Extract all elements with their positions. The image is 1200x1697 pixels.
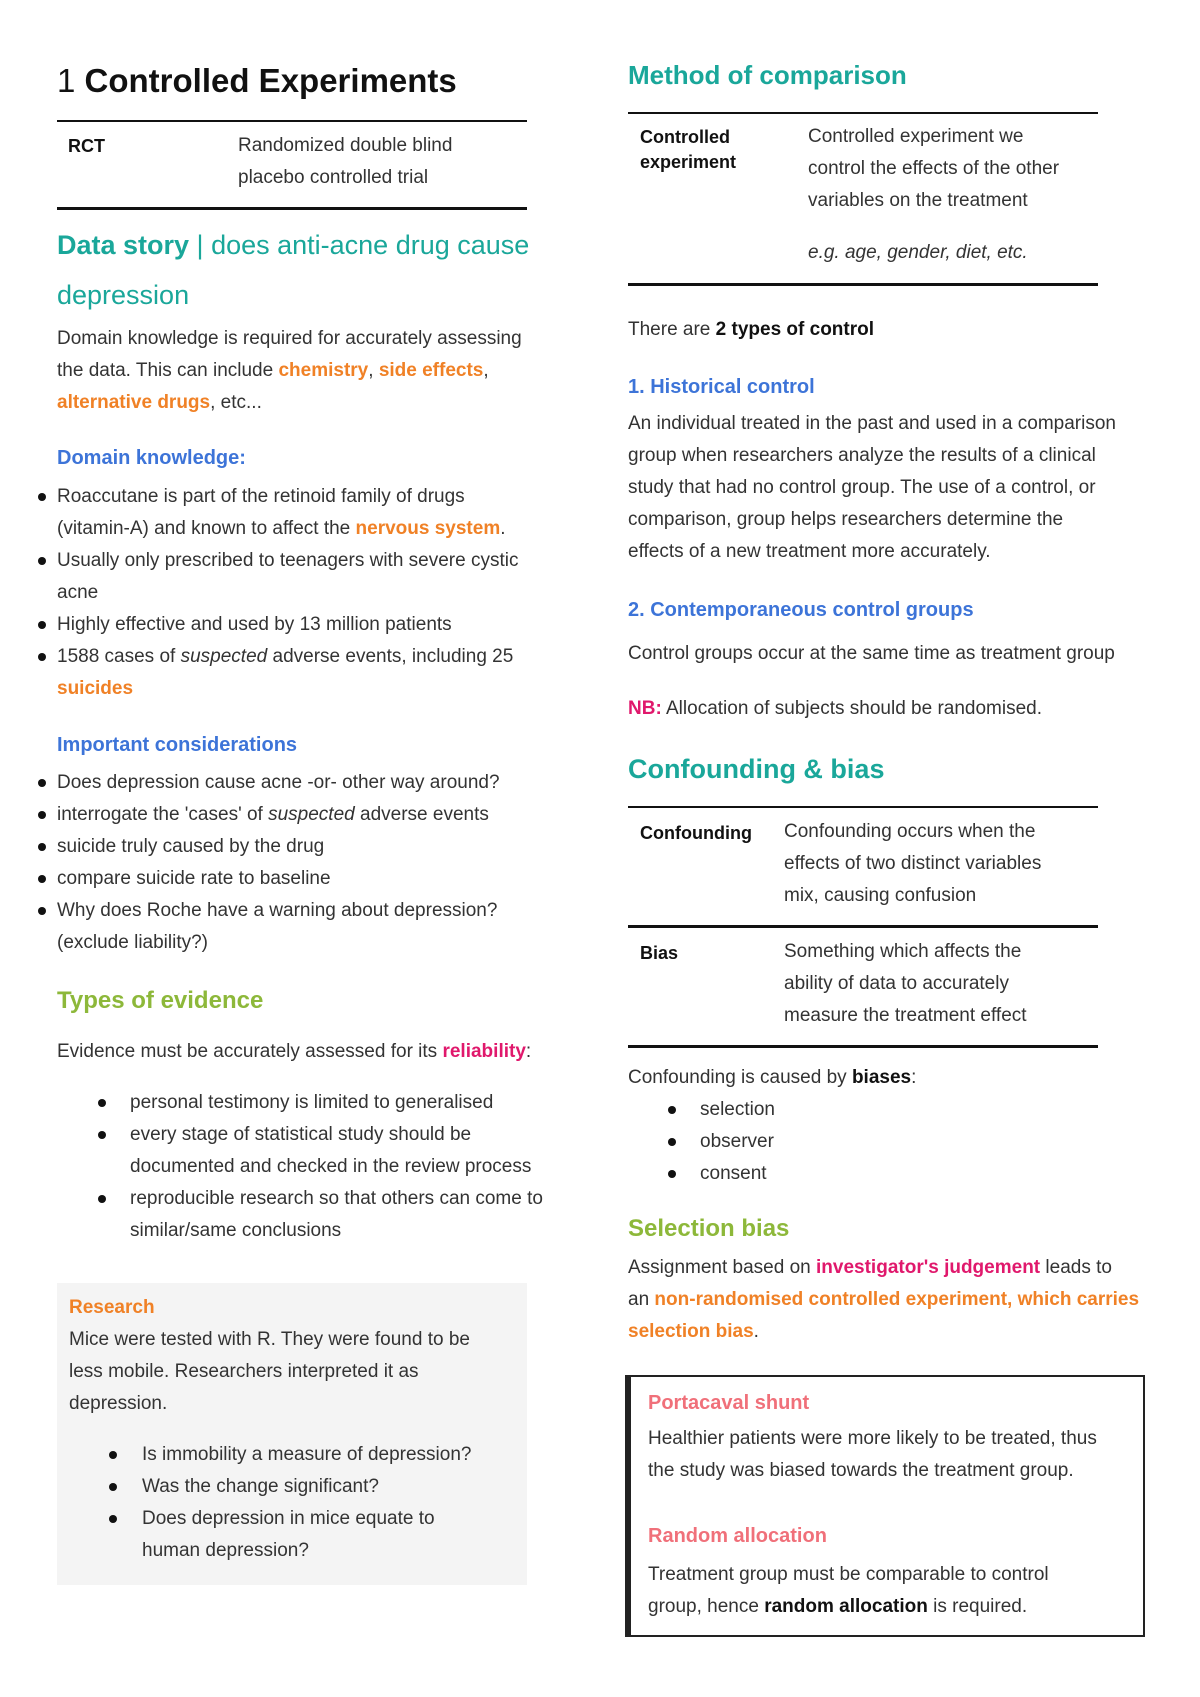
- confounding-label: Confounding: [640, 823, 752, 843]
- list-item: [57, 609, 577, 641]
- controls-intro-text: There are: [628, 319, 716, 340]
- imp-item-2-suspected: suspected: [268, 804, 355, 825]
- method-text-1: Controlled experiment we: [808, 126, 1024, 147]
- hc-line-3: study that had no control group. The use of a control, or: [628, 477, 1096, 498]
- bullet-icon: [38, 493, 46, 501]
- imp-item-5-line-1: Why does Roche have a warning about depression?: [57, 900, 498, 921]
- list-item: [700, 1094, 1000, 1126]
- method-text: [808, 121, 1059, 217]
- confounding-heading: Confounding & bias: [628, 754, 885, 784]
- conf-line-3: mix, causing confusion: [784, 885, 977, 906]
- list-item: [57, 673, 577, 705]
- sb-line-1: [628, 1252, 1139, 1284]
- list-item: [700, 1126, 1000, 1158]
- list-item: [57, 863, 577, 895]
- caused-text: Confounding is caused by: [628, 1067, 852, 1088]
- list-item: [130, 1087, 590, 1119]
- research-q3-line-2: human depression?: [142, 1540, 309, 1561]
- caused-end: :: [911, 1067, 917, 1088]
- sb-line-2-a: an: [628, 1289, 655, 1310]
- conf-line-2: effects of two distinct variables: [784, 853, 1042, 874]
- confounding-table-top-rule: [628, 806, 1098, 808]
- data-story-sep: |: [189, 230, 212, 260]
- data-story-rest-1: does anti-acne drug cause: [211, 230, 530, 260]
- controls-intro: [628, 314, 874, 346]
- bullet-icon: [38, 653, 46, 661]
- historical-control-text: [628, 408, 1116, 568]
- evidence-intro: [57, 1036, 531, 1068]
- sb-line-1-b: leads to: [1040, 1257, 1112, 1278]
- intro-comma-1: ,: [368, 360, 379, 381]
- nervous-system-highlight: nervous system: [355, 518, 501, 539]
- bullet-icon: [38, 557, 46, 565]
- ev-item-1: personal testimony is limited to generalised: [130, 1092, 494, 1113]
- intro-line-2: [57, 355, 522, 387]
- ra-line-2-b: is required.: [927, 1596, 1028, 1617]
- rct-label: RCT: [68, 136, 105, 156]
- bullet-icon: [109, 1451, 117, 1459]
- chemistry-highlight: chemistry: [278, 360, 369, 381]
- list-item: [142, 1535, 522, 1567]
- contemporaneous-heading: 2. Contemporaneous control groups: [628, 599, 974, 621]
- list-item: [57, 895, 577, 927]
- bullet-icon: [109, 1515, 117, 1523]
- nb-text: Allocation of subjects should be randomised.: [661, 698, 1043, 719]
- portacaval-callout: [625, 1375, 1145, 1637]
- bullet-icon: [98, 1099, 106, 1107]
- intro-comma-2: ,: [483, 360, 489, 381]
- list-item: [57, 767, 577, 799]
- dk-item-1-end: .: [500, 518, 506, 539]
- dk-item-2-line-1: Usually only prescribed to teenagers with severe cystic: [57, 550, 519, 571]
- bullet-icon: [38, 811, 46, 819]
- random-allocation-text: [648, 1559, 1049, 1623]
- evidence-intro-text: Evidence must be accurately assessed for its: [57, 1041, 443, 1062]
- research-callout: [57, 1283, 527, 1585]
- bias-item-2: observer: [700, 1131, 774, 1152]
- imp-item-3: suicide truly caused by the drug: [57, 836, 325, 857]
- dk-item-2-line-2: acne: [57, 582, 99, 603]
- bias-line-2: ability of data to accurately: [784, 973, 1009, 994]
- selection-bias-highlight: selection bias: [628, 1321, 754, 1342]
- imp-item-1: Does depression cause acne -or- other way around?: [57, 772, 500, 793]
- dk-item-3: Highly effective and used by 13 million patients: [57, 614, 452, 635]
- list-item: [700, 1158, 1000, 1190]
- imp-item-4: compare suicide rate to baseline: [57, 868, 331, 889]
- pc-line-1: Healthier patients were more likely to be treated, thus: [648, 1428, 1097, 1449]
- imp-item-5-line-2: (exclude liability?): [57, 932, 209, 953]
- dk-item-1-line-1: Roaccutane is part of the retinoid family of drugs: [57, 486, 465, 507]
- ra-line-2: [648, 1591, 1049, 1623]
- random-allocation-heading: Random allocation: [648, 1525, 827, 1547]
- list-item: [57, 927, 577, 959]
- intro-line-3: [57, 387, 522, 419]
- investigator-judgement-highlight: investigator's judgement: [816, 1257, 1041, 1278]
- rct-table-top-rule: [57, 120, 527, 122]
- method-table-top-rule: [628, 112, 1098, 114]
- nb-note: [628, 693, 1042, 725]
- ev-item-2-line-2: documented and checked in the review process: [130, 1156, 532, 1177]
- list-item: [130, 1215, 590, 1247]
- confounding-definition: [784, 816, 1041, 912]
- list-item: [57, 545, 577, 577]
- evidence-heading: Types of evidence: [57, 987, 264, 1014]
- bias-item-3: consent: [700, 1163, 767, 1184]
- intro-etc: , etc...: [210, 392, 262, 413]
- method-example: e.g. age, gender, diet, etc.: [808, 242, 1028, 263]
- evidence-list: [130, 1087, 590, 1247]
- research-line-1: Mice were tested with R. They were found to be: [69, 1329, 470, 1350]
- contemporaneous-text: Control groups occur at the same time as treatment group: [628, 643, 1115, 664]
- controls-intro-bold: 2 types of control: [715, 319, 875, 340]
- method-heading: Method of comparison: [628, 60, 907, 90]
- ra-line-2-a: group, hence: [648, 1596, 765, 1617]
- data-story-bold: Data story: [57, 230, 190, 260]
- research-q2: Was the change significant?: [142, 1476, 379, 1497]
- method-label-2: experiment: [640, 152, 737, 172]
- rct-text-2: placebo controlled trial: [238, 167, 429, 188]
- list-item: [57, 577, 577, 609]
- ev-item-2-line-1: every stage of statistical study should be: [130, 1124, 472, 1145]
- bullet-icon: [98, 1195, 106, 1203]
- data-story-rest-2: depression: [57, 280, 190, 310]
- bullet-icon: [38, 843, 46, 851]
- bullet-icon: [668, 1138, 676, 1146]
- bias-line-3: measure the treatment effect: [784, 1005, 1027, 1026]
- portacaval-text: [648, 1423, 1097, 1487]
- hc-line-2: group when researchers analyze the results of a clinical: [628, 445, 1096, 466]
- imp-item-2-b: adverse events: [354, 804, 489, 825]
- list-item: [142, 1439, 522, 1471]
- dk-item-4-b: adverse events, including 25: [267, 646, 514, 667]
- side-effects-highlight: side effects: [378, 360, 484, 381]
- list-item: [57, 513, 577, 545]
- ev-item-3-line-2: similar/same conclusions: [130, 1220, 342, 1241]
- dk-item-4-suspected: suspected: [180, 646, 268, 667]
- research-q1: Is immobility a measure of depression?: [142, 1444, 472, 1465]
- reliability-highlight: reliability: [442, 1041, 526, 1062]
- evidence-intro-end: :: [525, 1041, 532, 1062]
- ra-line-1: Treatment group must be comparable to control: [648, 1564, 1049, 1585]
- intro-line-2-text: the data. This can include: [57, 360, 279, 381]
- research-q3-line-1: Does depression in mice equate to: [142, 1508, 435, 1529]
- method-text-3: variables on the treatment: [808, 190, 1028, 211]
- dk-item-1-line-2: (vitamin-A) and known to affect the: [57, 518, 356, 539]
- sb-line-1-a: Assignment based on: [628, 1257, 817, 1278]
- imp-item-2-a: interrogate the 'cases' of: [57, 804, 269, 825]
- confounding-table-mid-rule: [628, 925, 1098, 928]
- list-item: [57, 481, 577, 513]
- ra-line-2-bold: random allocation: [764, 1596, 928, 1617]
- important-heading: Important considerations: [57, 734, 298, 756]
- bullet-icon: [668, 1106, 676, 1114]
- confounding-table-bottom-rule: [628, 1045, 1098, 1048]
- sb-line-2: [628, 1284, 1139, 1316]
- method-table-bottom-rule: [628, 283, 1098, 286]
- bias-line-1: Something which affects the: [784, 941, 1022, 962]
- bullet-icon: [38, 875, 46, 883]
- selection-bias-text: [628, 1252, 1139, 1348]
- non-randomised-highlight: non-randomised controlled experiment, which carries: [654, 1289, 1140, 1310]
- list-item: [130, 1151, 590, 1183]
- research-questions: [142, 1439, 522, 1567]
- bullet-icon: [98, 1131, 106, 1139]
- research-body: [69, 1324, 470, 1420]
- title-text: Controlled Experiments: [84, 62, 457, 99]
- research-heading: Research: [69, 1297, 155, 1318]
- bias-list: [700, 1094, 1000, 1190]
- rct-table-bottom-rule: [57, 207, 527, 210]
- data-story-heading: [57, 230, 529, 261]
- bullet-icon: [38, 907, 46, 915]
- historical-control-heading: 1. Historical control: [628, 376, 815, 398]
- bullet-icon: [109, 1483, 117, 1491]
- bias-item-1: selection: [700, 1099, 775, 1120]
- intro-line-1: Domain knowledge is required for accurately assessing: [57, 328, 522, 349]
- list-item: [130, 1183, 590, 1215]
- nb-label: NB:: [628, 698, 662, 719]
- method-label-1: Controlled: [640, 127, 730, 147]
- sb-line-3: [628, 1316, 1139, 1348]
- hc-line-5: effects of a new treatment more accurately.: [628, 541, 991, 562]
- list-item: [130, 1119, 590, 1151]
- domain-knowledge-heading: Domain knowledge:: [57, 447, 246, 469]
- method-text-2: control the effects of the other: [808, 158, 1060, 179]
- bullet-icon: [38, 779, 46, 787]
- suicides-highlight: suicides: [57, 678, 134, 699]
- confounding-caused: [628, 1062, 916, 1094]
- domain-knowledge-list: [57, 481, 577, 705]
- research-line-2: less mobile. Researchers interpreted it as: [69, 1361, 419, 1382]
- list-item: [142, 1471, 522, 1503]
- research-line-3: depression.: [69, 1393, 168, 1414]
- hc-line-1: An individual treated in the past and used in a comparison: [628, 413, 1116, 434]
- data-story-intro: [57, 323, 522, 419]
- selection-bias-heading: Selection bias: [628, 1215, 790, 1242]
- portacaval-heading: Portacaval shunt: [648, 1392, 810, 1414]
- caused-bold: biases: [851, 1067, 912, 1088]
- alt-drugs-highlight: alternative drugs: [57, 392, 211, 413]
- pc-line-2: the study was biased towards the treatment group.: [648, 1460, 1074, 1481]
- list-item: [142, 1503, 522, 1535]
- list-item: [57, 831, 577, 863]
- bias-label: Bias: [640, 943, 679, 963]
- important-list: [57, 767, 577, 959]
- conf-line-1: Confounding occurs when the: [784, 821, 1036, 842]
- bullet-icon: [38, 621, 46, 629]
- bullet-icon: [668, 1170, 676, 1178]
- list-item: [57, 799, 577, 831]
- ev-item-3-line-1: reproducible research so that others can come to: [130, 1188, 543, 1209]
- list-item: [57, 641, 577, 673]
- rct-text-1: Randomized double blind: [238, 135, 453, 156]
- sb-line-3-end: .: [753, 1321, 759, 1342]
- dk-item-4-a: 1588 cases of: [57, 646, 181, 667]
- bias-definition: [784, 936, 1027, 1032]
- page-title: [57, 62, 457, 100]
- title-number: 1: [57, 62, 76, 99]
- hc-line-4: comparison, group helps researchers determine the: [628, 509, 1064, 530]
